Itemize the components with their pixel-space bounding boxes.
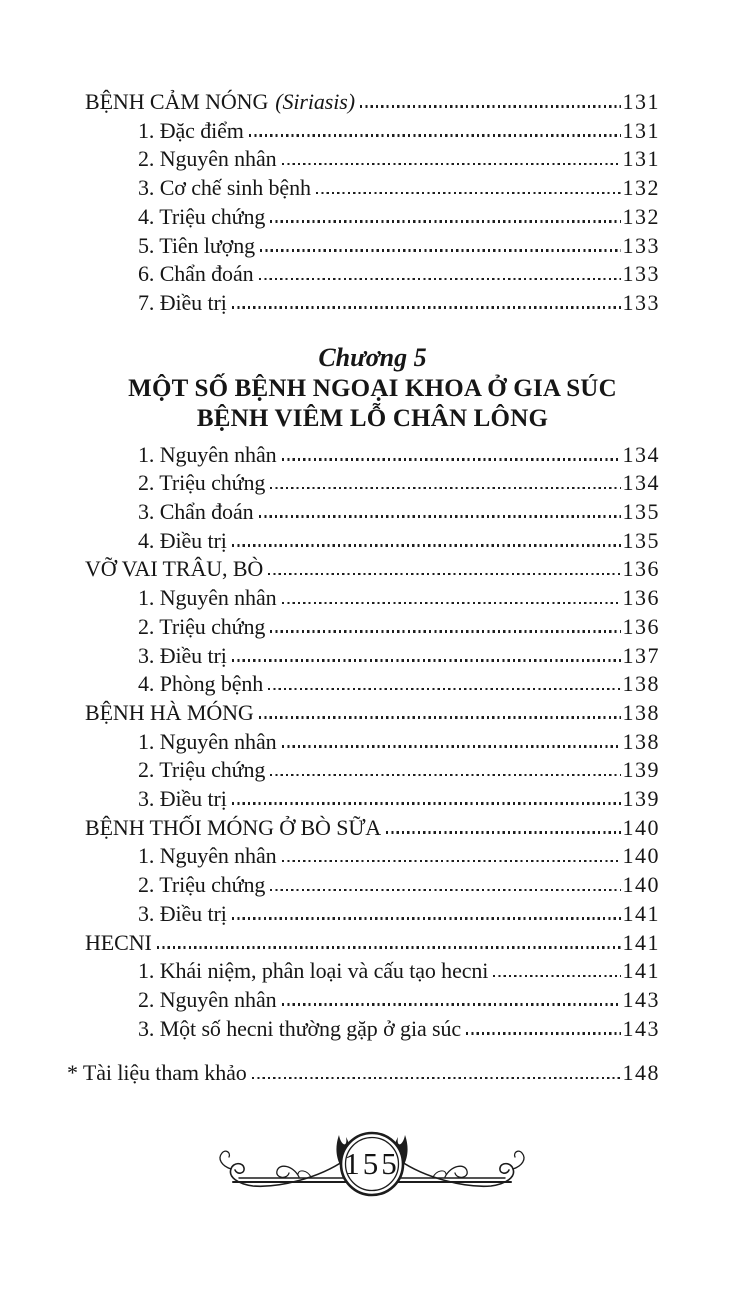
- toc-entry: [85, 785, 660, 814]
- toc-entry: [85, 441, 660, 470]
- dot-leader: [232, 306, 621, 309]
- toc-entry: [85, 957, 660, 986]
- toc-entry-label: VỠ VAI TRÂU, BÒ: [85, 556, 264, 582]
- dot-leader: [270, 487, 620, 490]
- toc-entry: [85, 88, 660, 117]
- dot-leader: [282, 163, 621, 166]
- toc-entry-page: 136: [622, 613, 660, 639]
- toc-entry-page: 140: [622, 843, 660, 869]
- toc-entry-label: 2. Triệu chứng: [138, 613, 266, 639]
- toc-entry-page: 141: [622, 900, 660, 926]
- toc-entry-label: * Tài liệu tham khảo: [67, 1060, 247, 1086]
- page-number: 155: [344, 1146, 400, 1181]
- toc-entry-label: 1. Nguyên nhân: [138, 843, 277, 869]
- page-footer: [0, 1114, 744, 1218]
- dot-leader: [270, 889, 620, 892]
- dot-leader: [157, 946, 621, 949]
- toc-entry-label: BỆNH CẢM NÓNG: [85, 89, 269, 114]
- toc-entry-page: 140: [622, 814, 660, 840]
- toc-entry-label: 4. Phòng bệnh: [138, 671, 264, 697]
- chapter-heading: [85, 342, 660, 434]
- chapter-title-line1: MỘT SỐ BỆNH NGOẠI KHOA Ở GIA SÚC: [128, 374, 617, 402]
- toc-entry-page: 135: [622, 499, 660, 525]
- ornament-flourish: [207, 1114, 537, 1218]
- toc-entry: [85, 174, 660, 203]
- toc-entry-page: 139: [622, 786, 660, 812]
- toc-entry-page: 148: [622, 1060, 660, 1086]
- toc-entry: [85, 670, 660, 699]
- toc-entry-page: 132: [622, 203, 660, 229]
- toc-entry-page: 135: [622, 527, 660, 553]
- dot-leader: [282, 602, 621, 605]
- toc-entry-label: 5. Tiên lượng: [138, 232, 256, 258]
- dot-leader: [282, 458, 621, 461]
- toc-entry: [85, 1015, 660, 1044]
- toc-entry: [85, 260, 660, 289]
- dot-leader: [270, 220, 620, 223]
- toc-entry-label: 1. Nguyên nhân: [138, 441, 277, 467]
- toc-entry-label: 1. Khái niệm, phân loại và cấu tạo hecni: [138, 958, 489, 984]
- toc-entry-page: 134: [622, 470, 660, 496]
- toc-entry-label: 1. Đặc điểm: [138, 117, 244, 143]
- dot-leader: [360, 105, 621, 108]
- toc-entry-label: 1. Nguyên nhân: [138, 585, 277, 611]
- toc-entry: [85, 814, 660, 843]
- dot-leader: [282, 1003, 621, 1006]
- toc-entry-page: 140: [622, 872, 660, 898]
- toc-entry: [85, 117, 660, 146]
- toc-entry: [85, 842, 660, 871]
- toc-entry: [85, 756, 660, 785]
- toc-entry-label: 6. Chẩn đoán: [138, 261, 254, 287]
- toc-entry-label: 7. Điều trị: [138, 289, 227, 315]
- toc-entry-label: 1. Nguyên nhân: [138, 728, 277, 754]
- toc-entry-page: 138: [622, 671, 660, 697]
- toc-entry-label-italic: (Siriasis): [275, 89, 355, 114]
- toc-entry-page: 133: [622, 232, 660, 258]
- toc-entry-label: 3. Điều trị: [138, 642, 227, 668]
- toc-entry: [85, 871, 660, 900]
- toc-entry: [85, 986, 660, 1015]
- toc-entry-label: 3. Điều trị: [138, 900, 227, 926]
- toc-entry: [85, 289, 660, 318]
- dot-leader: [386, 831, 620, 834]
- toc-entry: [85, 498, 660, 527]
- toc-entry-page: 133: [622, 261, 660, 287]
- toc-entry-label: 3. Chẩn đoán: [138, 499, 254, 525]
- toc-entry-page: 131: [622, 117, 660, 143]
- toc-entry-label: 2. Nguyên nhân: [138, 986, 277, 1012]
- toc-entry: [85, 584, 660, 613]
- dot-leader: [282, 745, 621, 748]
- dot-leader: [270, 630, 620, 633]
- dot-leader: [232, 544, 621, 547]
- toc-entry: [85, 469, 660, 498]
- toc-entry: [85, 145, 660, 174]
- toc-entry-page: 136: [622, 556, 660, 582]
- dot-leader: [232, 802, 621, 805]
- dot-leader: [270, 774, 620, 777]
- toc-entry: [85, 900, 660, 929]
- toc-entry-label: BỆNH HÀ MÓNG: [85, 699, 254, 725]
- toc-entry-label: 2. Triệu chứng: [138, 757, 266, 783]
- dot-leader: [249, 134, 621, 137]
- chapter-title-line2: BỆNH VIÊM LỖ CHÂN LÔNG: [196, 404, 549, 432]
- dot-leader: [282, 860, 621, 863]
- toc-entry-label: 3. Điều trị: [138, 786, 227, 812]
- toc-entry: [85, 203, 660, 232]
- toc-entry-label: 3. Cơ chế sinh bệnh: [138, 175, 311, 201]
- dot-leader: [260, 249, 620, 252]
- toc-entry-label: 4. Triệu chứng: [138, 203, 266, 229]
- toc-entry-label: 2. Triệu chứng: [138, 470, 266, 496]
- dot-leader: [259, 278, 621, 281]
- dot-leader: [259, 716, 621, 719]
- toc-entry-page: 143: [622, 1015, 660, 1041]
- toc-entry: [67, 1059, 660, 1088]
- dot-leader: [232, 917, 621, 920]
- dot-leader: [316, 192, 621, 195]
- dot-leader: [232, 659, 621, 662]
- toc-entry-label: 4. Điều trị: [138, 527, 227, 553]
- dot-leader: [252, 1077, 621, 1080]
- dot-leader: [268, 573, 620, 576]
- toc-entry-page: 131: [622, 89, 660, 114]
- toc-entry-page: 136: [622, 585, 660, 611]
- toc-entry-label: BỆNH THỐI MÓNG Ở BÒ SỮA: [85, 814, 382, 840]
- toc-entry: [85, 232, 660, 261]
- toc-entry: [85, 728, 660, 757]
- toc-entry-page: 138: [622, 728, 660, 754]
- toc-entry-page: 138: [622, 699, 660, 725]
- toc-entry-label: HECNI: [85, 929, 152, 955]
- toc-entry-page: 131: [622, 146, 660, 172]
- toc-entry-page: 132: [622, 175, 660, 201]
- dot-leader: [493, 975, 620, 978]
- toc-entry-label: 3. Một số hecni thường gặp ở gia súc: [138, 1015, 462, 1041]
- toc-entry-page: 137: [622, 642, 660, 668]
- toc-entry-label: 2. Triệu chứng: [138, 872, 266, 898]
- toc-entry-page: 143: [622, 986, 660, 1012]
- dot-leader: [259, 515, 621, 518]
- toc-entry: [85, 699, 660, 728]
- toc-section-bottom: [67, 441, 660, 1088]
- dot-leader: [268, 688, 620, 691]
- dot-leader: [466, 1032, 620, 1035]
- toc-section-top: [85, 88, 660, 318]
- toc-entry: [85, 642, 660, 671]
- toc-entry-page: 133: [622, 289, 660, 315]
- toc-entry-page: 134: [622, 441, 660, 467]
- toc-entry-label: 2. Nguyên nhân: [138, 146, 277, 172]
- toc-entry: [85, 929, 660, 958]
- toc-entry-page: 141: [622, 929, 660, 955]
- chapter-number: Chương 5: [318, 342, 427, 372]
- toc-entry-page: 139: [622, 757, 660, 783]
- toc-entry-page: 141: [622, 958, 660, 984]
- toc-entry: [85, 555, 660, 584]
- toc-entry: [85, 527, 660, 556]
- table-of-contents: [67, 88, 660, 1088]
- toc-entry: [85, 613, 660, 642]
